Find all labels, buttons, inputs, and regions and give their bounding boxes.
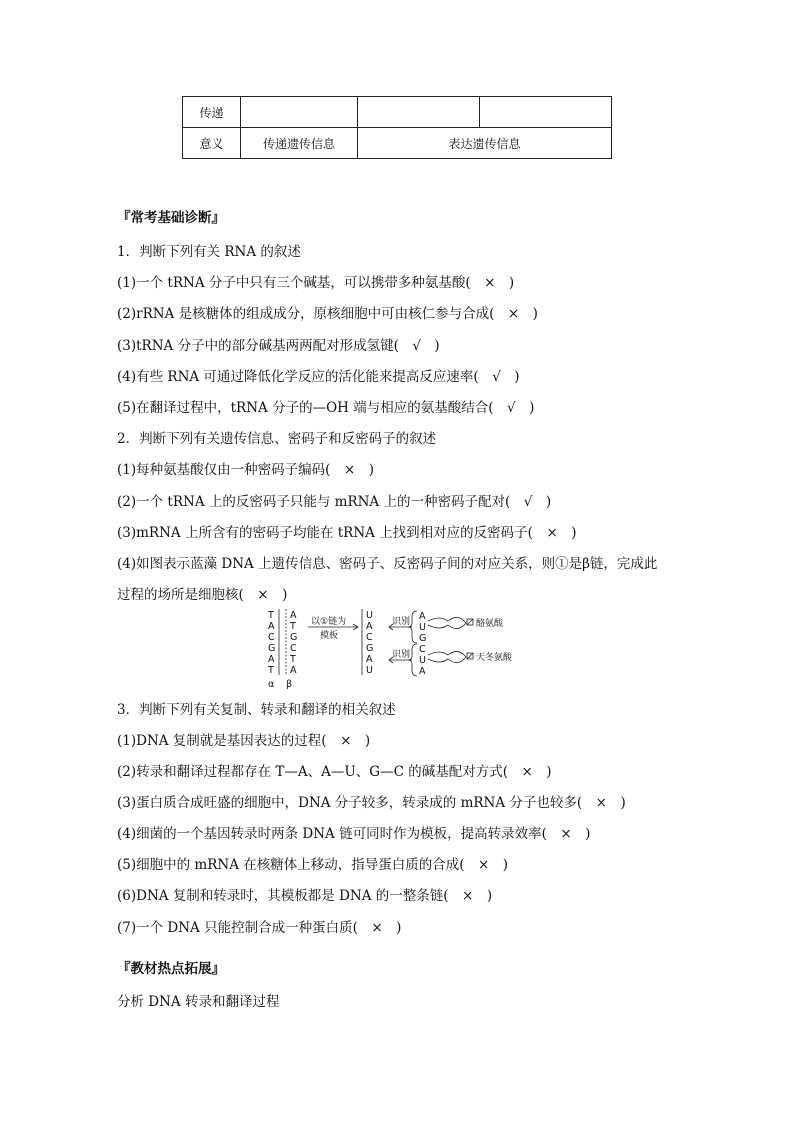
list-item: (1)一个 tRNA 分子中只有三个碱基，可以携带多种氨基酸( × )	[117, 275, 515, 291]
question-2-heading: 2．判断下列有关遗传信息、密码子和反密码子的叙述	[117, 431, 437, 447]
mrna-base: U	[366, 665, 373, 676]
table-cell: 表达遗传信息	[358, 128, 612, 159]
table-row	[183, 97, 612, 128]
list-item: (4)如图表示蓝藻 DNA 上遗传信息、密码子、反密码子间的对应关系，则①是β链，完成此	[117, 556, 658, 572]
beta-base: G	[290, 632, 298, 643]
amino-acid-label: 天冬氨酸	[476, 653, 513, 663]
list-item: (3)tRNA 分子中的部分碱基两两配对形成氢键( √ )	[117, 338, 440, 354]
list-item: (3)蛋白质合成旺盛的细胞中，DNA 分子较多，转录成的 mRNA 分子也较多( × )	[117, 795, 626, 811]
question-3-heading: 3．判断下列有关复制、转录和翻译的相关叙述	[117, 702, 396, 718]
trna-loop-icon	[428, 651, 466, 662]
mrna-base: A	[366, 621, 373, 632]
recognize-label: 识别	[392, 650, 411, 660]
table-row	[183, 128, 612, 159]
beta-base: A	[290, 610, 297, 621]
table-cell	[480, 97, 612, 128]
recognize-label: 识别	[392, 617, 411, 627]
beta-base: T	[290, 621, 296, 632]
alpha-base: G	[268, 643, 276, 654]
section-title-basic: 『常考基础诊断』	[117, 210, 225, 226]
hatch-line	[467, 619, 473, 625]
alpha-base: T	[268, 610, 274, 621]
list-item: 过程的场所是细胞核( × )	[117, 587, 288, 603]
table-cell	[358, 97, 480, 128]
amino-acid-label: 酪氨酸	[476, 619, 504, 629]
anticodon-base: A	[419, 666, 426, 677]
arrow-label: 模板	[320, 631, 339, 641]
mrna-base: G	[366, 643, 374, 654]
list-item: (4)细菌的一个基因转录时两条 DNA 链可同时作为模板，提高转录效率( × )	[117, 826, 591, 842]
row-label-transfer: 传递	[183, 97, 241, 128]
anticodon-base: C	[419, 644, 426, 655]
dna-translation-diagram	[262, 607, 522, 691]
list-item: (5)在翻译过程中，tRNA 分子的—OH 端与相应的氨基酸结合( √ )	[117, 400, 535, 416]
mrna-base: A	[366, 654, 373, 665]
brace-icon	[408, 644, 417, 676]
beta-base: T	[290, 654, 296, 665]
list-item: (2)一个 tRNA 上的反密码子只能与 mRNA 上的一种密码子配对( √ )	[117, 494, 552, 510]
trna-loop-icon	[428, 617, 466, 628]
anticodon-base: U	[419, 655, 426, 666]
transfer-meaning-table	[182, 96, 612, 159]
beta-label: β	[286, 679, 293, 690]
anticodon-base: U	[419, 622, 426, 633]
alpha-base: A	[268, 621, 275, 632]
list-item: (1)每种氨基酸仅由一种密码子编码( × )	[117, 462, 374, 478]
alpha-base: C	[268, 632, 275, 643]
mrna-base: C	[366, 632, 373, 643]
anticodon-base: A	[419, 611, 426, 622]
beta-base: A	[290, 665, 297, 676]
list-item: (2)rRNA 是核糖体的组成成分，原核细胞中可由核仁参与合成( × )	[117, 306, 538, 322]
alpha-base: T	[268, 665, 274, 676]
question-1-heading: 1．判断下列有关 RNA 的叙述	[117, 244, 301, 260]
alpha-label: α	[268, 679, 275, 690]
list-item: (3)mRNA 上所含有的密码子均能在 tRNA 上找到相对应的反密码子( × )	[117, 525, 577, 541]
alpha-base: A	[268, 654, 275, 665]
anticodon-base: G	[419, 633, 427, 644]
list-item: (2)转录和翻译过程都存在 T—A、A—U、G—C 的碱基配对方式( × )	[117, 764, 552, 780]
beta-base: C	[290, 643, 297, 654]
row-label-meaning: 意义	[183, 128, 241, 159]
list-item: (4)有些 RNA 可通过降低化学反应的活化能来提高反应速率( √ )	[117, 369, 520, 385]
list-item: (7)一个 DNA 只能控制合成一种蛋白质( × )	[117, 920, 402, 936]
list-item: (6)DNA 复制和转录时，其模板都是 DNA 的一整条链( × )	[117, 888, 493, 904]
table-cell: 传递遗传信息	[241, 128, 358, 159]
list-item: (1)DNA 复制就是基因表达的过程( × )	[117, 733, 371, 749]
extension-text: 分析 DNA 转录和翻译过程	[117, 994, 280, 1010]
section-title-extension: 『教材热点拓展』	[117, 961, 225, 977]
table-cell	[241, 97, 358, 128]
arrow-label: 以①链为	[311, 617, 347, 627]
mrna-base: U	[366, 610, 373, 621]
hatch-line	[467, 653, 473, 659]
list-item: (5)细胞中的 mRNA 在核糖体上移动，指导蛋白质的合成( × )	[117, 857, 509, 873]
brace-icon	[408, 611, 417, 643]
